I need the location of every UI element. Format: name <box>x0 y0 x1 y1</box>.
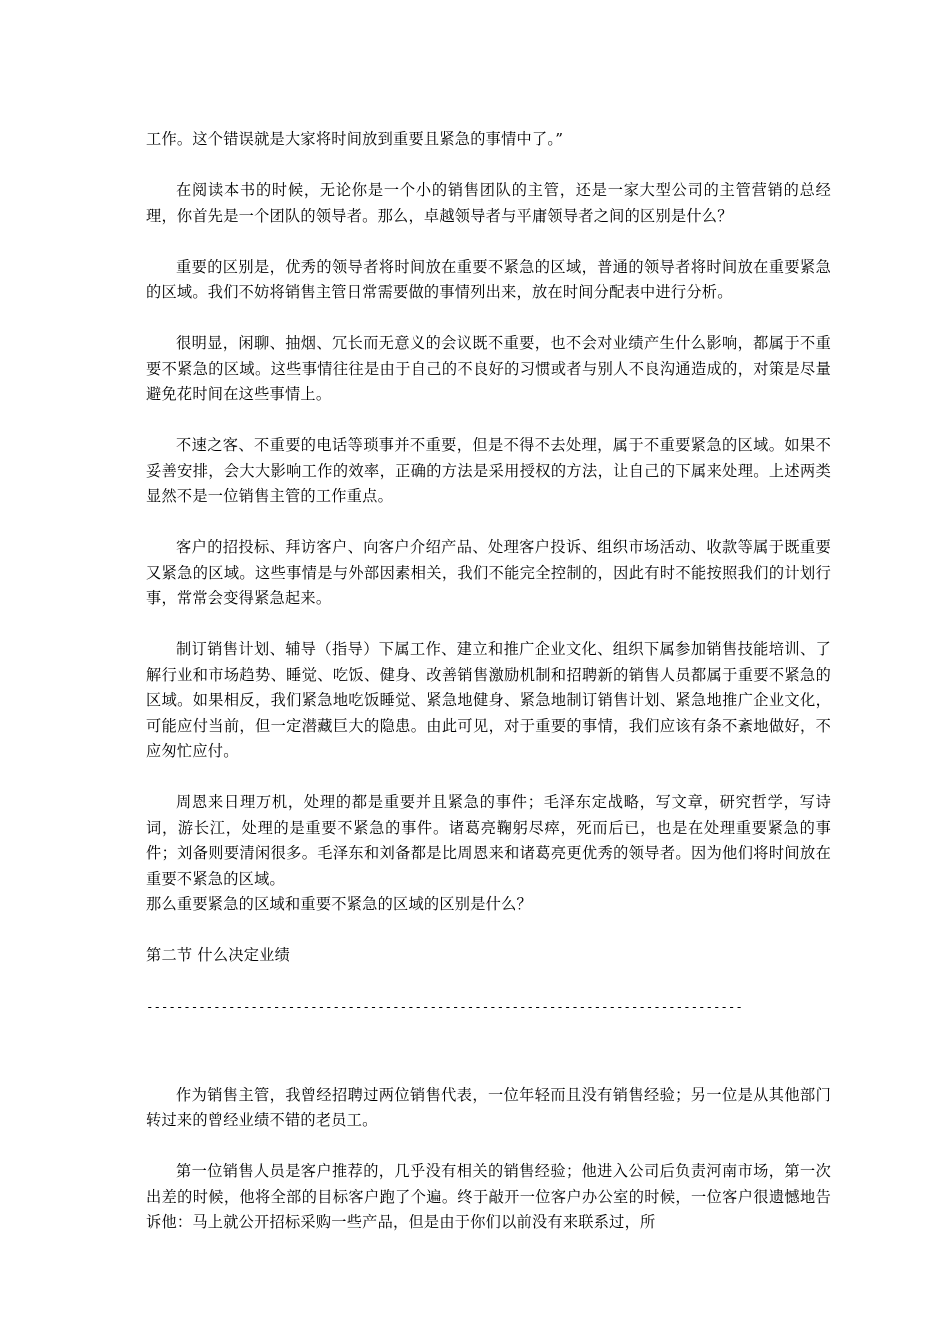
paragraph: 制订销售计划、辅导（指导）下属工作、建立和推广企业文化、组织下属参加销售技能培训、了解行业和市场趋势、睡觉、吃饭、健身、改善销售激励机制和招聘新的销售人员都属于重要不紧急的区域。如果相反，我们紧急地吃饭睡觉、紧急地健身、紧急地制订销售计划、紧急地推广企业文化，可能应付当前，但一定潜藏巨大的隐患。由此可见，对于重要的事情，我们应该有条不紊地做好，不应匆忙应付。 <box>146 640 831 760</box>
paragraph: 工作。这个错误就是大家将时间放到重要且紧急的事情中了。” <box>146 130 564 148</box>
paragraph: 作为销售主管，我曾经招聘过两位销售代表，一位年轻而且没有销售经验；另一位是从其他部门转过来的曾经业绩不错的老员工。 <box>146 1085 831 1129</box>
paragraph: 那么重要紧急的区域和重要不紧急的区域的区别是什么？ <box>146 895 532 913</box>
paragraph: 不速之客、不重要的电话等琐事并不重要，但是不得不去处理，属于不重要紧急的区域。如果不妥善安排，会大大影响工作的效率，正确的方法是采用授权的方法，让自己的下属来处理。上述两类显然不是一位销售主管的工作重点。 <box>146 436 831 505</box>
paragraph: 客户的招投标、拜访客户、向客户介绍产品、处理客户投诉、组织市场活动、收款等属于既重要又紧急的区域。这些事情是与外部因素相关，我们不能完全控制的，因此有时不能按照我们的计划行事，常常会变得紧急起来。 <box>146 538 831 607</box>
paragraph: 第一位销售人员是客户推荐的，几乎没有相关的销售经验；他进入公司后负责河南市场，第一次出差的时候，他将全部的目标客户跑了个遍。终于敲开一位客户办公室的时候，一位客户很遗憾地告诉他：马上就公开招标采购一些产品，但是由于你们以前没有来联系过，所 <box>146 1162 831 1231</box>
section-heading: 第二节 什么决定业绩 <box>146 946 291 964</box>
paragraph: 在阅读本书的时候，无论你是一个小的销售团队的主管，还是一家大型公司的主管营销的总经理，你首先是一个团队的领导者。那么，卓越领导者与平庸领导者之间的区别是什么？ <box>146 181 831 225</box>
paragraph: 周恩来日理万机，处理的都是重要并且紧急的事件；毛泽东定战略，写文章，研究哲学，写诗词，游长江，处理的是重要不紧急的事件。诸葛亮鞠躬尽瘁，死而后已，也是在处理重要紧急的事件；刘备则要清闲很多。毛泽东和刘备都是比周恩来和诸葛亮更优秀的领导者。因为他们将时间放在重要不紧急的区域。 <box>146 793 831 888</box>
document-page <box>146 127 831 1261</box>
paragraph: 重要的区别是，优秀的领导者将时间放在重要不紧急的区域，普通的领导者将时间放在重要紧急的区域。我们不妨将销售主管日常需要做的事情列出来，放在时间分配表中进行分析。 <box>146 257 831 301</box>
paragraph: 很明显，闲聊、抽烟、冗长而无意义的会议既不重要，也不会对业绩产生什么影响，都属于不重要不紧急的区域。这些事情往往是由于自己的不良好的习惯或者与别人不良沟通造成的，对策是尽量避免花时间在这些事情上。 <box>146 334 831 403</box>
divider-line: -------------------------------------------------------------------------------- <box>146 999 743 1014</box>
